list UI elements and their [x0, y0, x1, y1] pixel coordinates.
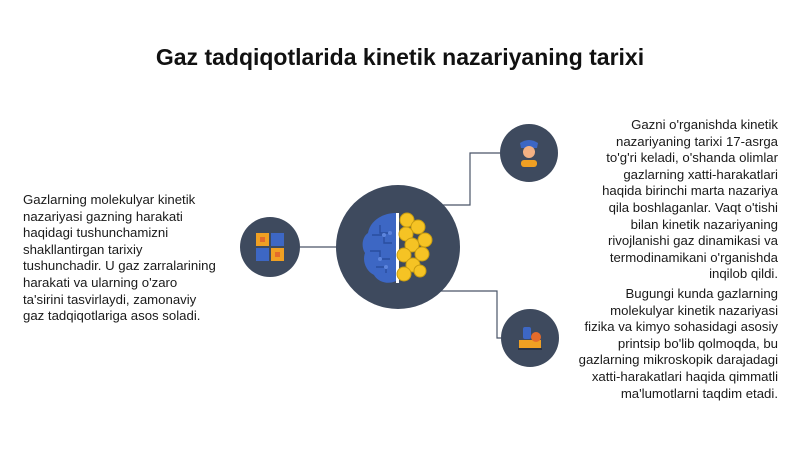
brain-icon — [358, 207, 438, 287]
connector-top-right — [440, 153, 500, 205]
bottom-right-node — [501, 309, 559, 367]
lab-flask-icon — [516, 324, 544, 352]
bottom-right-description: Bugungi kunda gazlarning molekulyar kinetik nazariyasi fizika va kimyo sohasidagi asosiy printsip bo'lib qolmoqda, bu gazlarning mikroskopik darajadagi xatti-harakatlari haqida qimmatli ma'lumotlarni taqdim etadi. — [578, 286, 778, 401]
page-title: Gaz tadqiqotlarida kinetik nazariyaning tarixi — [155, 44, 645, 70]
connector-bottom-right — [440, 291, 501, 338]
molecule-grid-icon — [255, 232, 285, 262]
left-description: Gazlarning molekulyar kinetik nazariyasi gazning harakati haqidagi tushunchamizni shakllantirgan tarixiy tushunchadir. U gaz zarralarining harakati va ularning o'zaro ta'sirini tasvirlaydi, zamonaviy gaz tadqiqotlariga asos soladi. — [23, 192, 216, 324]
scientist-icon — [517, 139, 541, 167]
left-node — [240, 217, 300, 277]
top-right-node — [500, 124, 558, 182]
center-node — [336, 185, 460, 309]
top-right-description: Gazni o'rganishda kinetik nazariyaning tarixi 17-asrga to'g'ri keladi, o'shanda olimlar gazlarning xatti-harakatlari haqida birinchi marta nazariya qila boshlaganlar. Vaqt o'tishi bilan kinetik nazariyaning rivojlanishi gaz dinamikasi va termodinamikani o'rganishda inqilob qildi. — [602, 117, 778, 282]
